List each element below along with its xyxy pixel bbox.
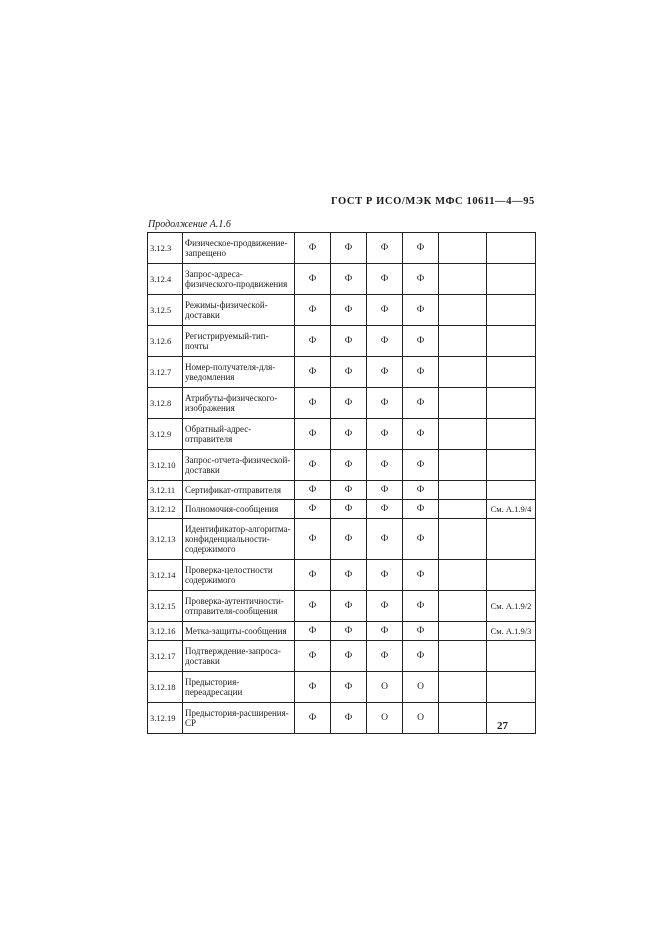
value-cell: Ф — [331, 295, 367, 326]
value-cell: Ф — [403, 450, 439, 481]
parameter-name: Режимы-физической-доставки — [183, 295, 295, 326]
parameter-name: Запрос-отчета-физической-доставки — [183, 450, 295, 481]
item-number: 3.12.11 — [148, 481, 183, 500]
table-row — [148, 326, 536, 357]
item-number: 3.12.9 — [148, 419, 183, 450]
value-cell: Ф — [295, 450, 331, 481]
parameter-name: Запрос-адреса-физического-продвижения — [183, 264, 295, 295]
empty-cell — [439, 357, 487, 388]
value-cell: Ф — [403, 641, 439, 672]
value-cell: Ф — [331, 264, 367, 295]
value-cell: Ф — [403, 519, 439, 560]
value-cell: Ф — [367, 481, 403, 500]
reference-cell: См. А.1.9/3 — [487, 622, 536, 641]
value-cell: Ф — [367, 519, 403, 560]
value-cell: О — [403, 672, 439, 703]
empty-cell — [439, 326, 487, 357]
parameter-name: Обратный-адрес-отправителя — [183, 419, 295, 450]
reference-cell — [487, 703, 536, 734]
parameter-name: Подтверждение-запроса-доставки — [183, 641, 295, 672]
empty-cell — [439, 264, 487, 295]
item-number: 3.12.16 — [148, 622, 183, 641]
page-number: 27 — [497, 720, 508, 732]
item-number: 3.12.18 — [148, 672, 183, 703]
reference-cell — [487, 450, 536, 481]
reference-cell — [487, 233, 536, 264]
reference-cell: См. А.1.9/2 — [487, 591, 536, 622]
value-cell: Ф — [331, 591, 367, 622]
parameter-name: Физическое-продвижение-запрещено — [183, 233, 295, 264]
value-cell: Ф — [367, 264, 403, 295]
reference-cell — [487, 419, 536, 450]
value-cell: Ф — [331, 450, 367, 481]
value-cell: О — [403, 703, 439, 734]
empty-cell — [439, 703, 487, 734]
empty-cell — [439, 388, 487, 419]
value-cell: Ф — [367, 450, 403, 481]
value-cell: Ф — [331, 703, 367, 734]
reference-cell — [487, 560, 536, 591]
table-row — [148, 641, 536, 672]
item-number: 3.12.3 — [148, 233, 183, 264]
parameter-name: Регистрируемый-тип-почты — [183, 326, 295, 357]
value-cell: Ф — [295, 560, 331, 591]
value-cell: Ф — [295, 326, 331, 357]
value-cell: Ф — [331, 622, 367, 641]
value-cell: Ф — [331, 233, 367, 264]
empty-cell — [439, 481, 487, 500]
document-standard-title: ГОСТ Р ИСО/МЭК МФС 10611—4—95 — [331, 196, 535, 207]
value-cell: Ф — [367, 326, 403, 357]
value-cell: Ф — [331, 326, 367, 357]
table-row — [148, 703, 536, 734]
table-row — [148, 419, 536, 450]
reference-cell: См. А.1.9/4 — [487, 500, 536, 519]
reference-cell — [487, 357, 536, 388]
value-cell: Ф — [295, 357, 331, 388]
value-cell: Ф — [403, 326, 439, 357]
value-cell: Ф — [295, 672, 331, 703]
parameter-name: Сертификат-отправителя — [183, 481, 295, 500]
value-cell: Ф — [403, 622, 439, 641]
table-row — [148, 481, 536, 500]
value-cell: Ф — [331, 388, 367, 419]
table-row — [148, 388, 536, 419]
parameter-name: Метка-защиты-сообщения — [183, 622, 295, 641]
item-number: 3.12.7 — [148, 357, 183, 388]
value-cell: Ф — [331, 672, 367, 703]
empty-cell — [439, 622, 487, 641]
reference-cell — [487, 326, 536, 357]
table-row — [148, 295, 536, 326]
value-cell: Ф — [295, 641, 331, 672]
value-cell: Ф — [295, 233, 331, 264]
empty-cell — [439, 560, 487, 591]
value-cell: Ф — [295, 500, 331, 519]
item-number: 3.12.5 — [148, 295, 183, 326]
value-cell: Ф — [295, 419, 331, 450]
parameter-name: Предыстория-расширения-СР — [183, 703, 295, 734]
value-cell: Ф — [403, 591, 439, 622]
table-row — [148, 500, 536, 519]
parameter-name: Номер-получателя-для-уведомления — [183, 357, 295, 388]
value-cell: Ф — [295, 703, 331, 734]
table-row — [148, 519, 536, 560]
value-cell: Ф — [403, 264, 439, 295]
value-cell: Ф — [403, 560, 439, 591]
value-cell: Ф — [403, 481, 439, 500]
item-number: 3.12.6 — [148, 326, 183, 357]
table-row — [148, 357, 536, 388]
value-cell: Ф — [367, 500, 403, 519]
empty-cell — [439, 641, 487, 672]
value-cell: Ф — [295, 591, 331, 622]
item-number: 3.12.17 — [148, 641, 183, 672]
value-cell: Ф — [295, 622, 331, 641]
item-number: 3.12.8 — [148, 388, 183, 419]
table-row — [148, 672, 536, 703]
empty-cell — [439, 500, 487, 519]
empty-cell — [439, 591, 487, 622]
value-cell: Ф — [403, 500, 439, 519]
item-number: 3.12.4 — [148, 264, 183, 295]
reference-cell — [487, 481, 536, 500]
item-number: 3.12.10 — [148, 450, 183, 481]
table-row — [148, 233, 536, 264]
item-number: 3.12.13 — [148, 519, 183, 560]
value-cell: Ф — [295, 388, 331, 419]
reference-cell — [487, 641, 536, 672]
value-cell: Ф — [295, 481, 331, 500]
value-cell: Ф — [367, 419, 403, 450]
value-cell: Ф — [403, 233, 439, 264]
reference-cell — [487, 264, 536, 295]
value-cell: Ф — [331, 641, 367, 672]
parameter-name: Атрибуты-физического-изображения — [183, 388, 295, 419]
value-cell: Ф — [403, 419, 439, 450]
empty-cell — [439, 295, 487, 326]
parameter-name: Полномочия-сообщения — [183, 500, 295, 519]
item-number: 3.12.14 — [148, 560, 183, 591]
value-cell: Ф — [295, 519, 331, 560]
empty-cell — [439, 233, 487, 264]
parameter-name: Предыстория-переадресации — [183, 672, 295, 703]
table-row — [148, 264, 536, 295]
table-continuation-caption: Продолжение А.1.6 — [148, 219, 231, 230]
table-row — [148, 450, 536, 481]
value-cell: О — [367, 672, 403, 703]
reference-cell — [487, 672, 536, 703]
value-cell: Ф — [331, 481, 367, 500]
value-cell: Ф — [331, 519, 367, 560]
value-cell: Ф — [403, 295, 439, 326]
value-cell: Ф — [331, 500, 367, 519]
value-cell: Ф — [403, 357, 439, 388]
value-cell: Ф — [331, 419, 367, 450]
item-number: 3.12.19 — [148, 703, 183, 734]
value-cell: Ф — [367, 388, 403, 419]
parameter-name: Проверка-целостности содержимого — [183, 560, 295, 591]
spec-table — [147, 232, 536, 734]
empty-cell — [439, 450, 487, 481]
value-cell: Ф — [367, 357, 403, 388]
reference-cell — [487, 519, 536, 560]
value-cell: О — [367, 703, 403, 734]
value-cell: Ф — [367, 560, 403, 591]
value-cell: Ф — [331, 560, 367, 591]
empty-cell — [439, 419, 487, 450]
empty-cell — [439, 519, 487, 560]
empty-cell — [439, 672, 487, 703]
reference-cell — [487, 295, 536, 326]
parameter-name: Проверка-аутентичности-отправителя-сообщения — [183, 591, 295, 622]
table-row — [148, 560, 536, 591]
item-number: 3.12.15 — [148, 591, 183, 622]
table-row — [148, 591, 536, 622]
reference-cell — [487, 388, 536, 419]
value-cell: Ф — [367, 233, 403, 264]
parameter-name: Идентификатор-алгоритма-конфиденциальности-содержимого — [183, 519, 295, 560]
value-cell: Ф — [295, 295, 331, 326]
value-cell: Ф — [403, 388, 439, 419]
item-number: 3.12.12 — [148, 500, 183, 519]
value-cell: Ф — [331, 357, 367, 388]
value-cell: Ф — [295, 264, 331, 295]
table-row — [148, 622, 536, 641]
value-cell: Ф — [367, 641, 403, 672]
value-cell: Ф — [367, 622, 403, 641]
value-cell: Ф — [367, 591, 403, 622]
value-cell: Ф — [367, 295, 403, 326]
